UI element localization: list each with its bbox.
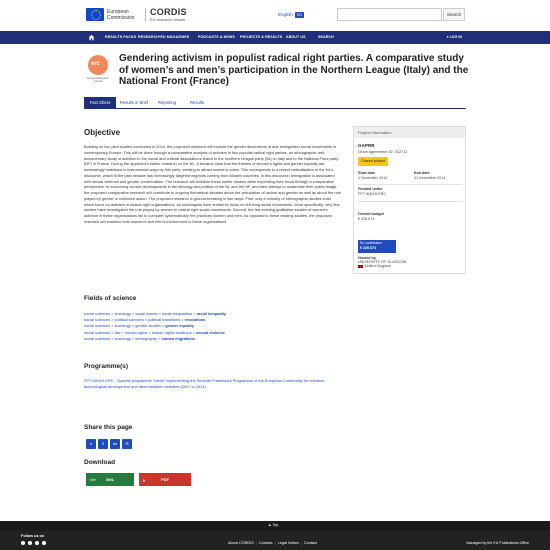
search-button[interactable]: Search [443, 8, 465, 21]
objective-text: Building on two pilot studies conducted in 2010, the proposed research will explore the gender dimensions of anti-immigration social movements in contemporary Europe. This will be done through a comparative analysis of activism in two populist radical right parties, an ethnographic and documentary study of activism in the social and cultural associations linked to the Northern League party (NL) in Italy and to the National Front party (NF) in France. During the applicant’s earlier research on the NL, it became clear that the themes of women’s rights and gender equality are increasingly mobilised in instrumental ways by this party, seeking to attract women’s votes. This corresponds to a recent radicalisation of the NL’s discourse, which in the past decade has increasingly targeted migrants coming from Muslim countries; in this discourse, immigration is associated with sexual violence and gender conservatism. The research will mobilise these earlier studies while expanding their focus through a comparative perspective. In examining current developments in the ideology and politics of the NL and the NF, and their attempt to modernise their public image, the proposed comparative research will contribute to ongoing theoretical debates about the articulation of racism and gender as well as about the role played by gender in collective action. The proposed research is ground-breaking in two ways. First, only a minority of ethnographic studies exist which focus on activism in radical right organisations, as sociologists have tended to focus on left-wing social movements. More specifically, very few studies have investigated the role played by women in radical right social movements. Second, the few existing qualitative studies of women’s activism in these organisations fail to compare systematically the practices women and men. As opposed to these existing studies, the proposed research will examine both women’s and men’s involvement in these organisations. [84, 144, 341, 224]
nav-results-packs[interactable]: RESULTS PACKS [105, 35, 137, 39]
eu-contribution-box [358, 240, 396, 253]
cordis-logo[interactable]: CORDIS [150, 7, 187, 17]
field-leaf: sexual violence [196, 329, 225, 335]
download-xml-button[interactable] [86, 473, 134, 486]
youtube-icon[interactable] [42, 541, 46, 545]
twitter-icon[interactable] [21, 541, 25, 545]
code-icon: </> [90, 477, 96, 482]
project-info-heading: Project Information [354, 127, 465, 138]
funded-under-value[interactable]: FP7-IDEAS-ERC [358, 192, 387, 196]
footer [0, 531, 550, 550]
eu-commission-label[interactable] [107, 9, 135, 21]
back-to-top-link[interactable]: ▲ Top [268, 523, 279, 527]
fields-heading: Fields of science [84, 295, 137, 302]
search-input[interactable] [337, 8, 442, 21]
twitter-icon[interactable]: t [86, 439, 96, 449]
overall-budget-label: Overall budget [358, 212, 384, 216]
footer-link-about[interactable]: About CORDIS [228, 541, 254, 545]
field-path: social sciences > political sciences > political transitions > [84, 317, 185, 323]
managed-by-label[interactable]: Managed by the EU Publications Office [466, 541, 529, 545]
status-badge: Closed project [358, 157, 388, 166]
language-selector[interactable] [278, 12, 304, 18]
pdf-icon: ⤓ [143, 477, 145, 482]
separator: | [299, 541, 303, 545]
facebook-icon[interactable] [28, 541, 32, 545]
field-path: social sciences > sociology > demography > [84, 335, 162, 341]
pdf-label: PDF [161, 477, 169, 482]
facebook-icon[interactable]: f [98, 439, 108, 449]
download-pdf-button[interactable] [139, 473, 191, 486]
divider [358, 184, 462, 185]
field-leaf: human migrations [161, 335, 196, 341]
follow-us-label: Follow us on [21, 534, 45, 538]
nav-podcasts-news[interactable]: PODCASTS & NEWS [198, 35, 235, 39]
nav-projects-results[interactable]: PROJECTS & RESULTS [240, 35, 283, 39]
home-icon[interactable] [88, 34, 95, 41]
list-item[interactable] [84, 336, 341, 342]
hosted-by-label: Hosted by [358, 256, 376, 260]
nav-about-us[interactable]: ABOUT US [286, 35, 306, 39]
programme-link[interactable]: FP7-IDEAS-ERC - Specific programme "Ideas" implementing the Seventh Framework Programme of the European Community for research, technological development and demonstration activities (2007 to 2013) [84, 378, 326, 389]
top-header [0, 0, 550, 31]
field-leaf: racial inequality [196, 311, 227, 316]
footer-link-legal[interactable]: Legal Notice [277, 541, 299, 545]
eu-name-line2: Commission [107, 15, 135, 21]
end-date-value: 31 December 2014 [414, 176, 446, 180]
field-path: social sciences > law > human rights > human rights violations > [84, 329, 197, 335]
field-leaf: gender equality [165, 323, 194, 329]
erc-caption: European Research Council [87, 77, 109, 83]
footer-link-contact[interactable]: Contact [303, 541, 317, 545]
tab-fact-sheet[interactable]: Fact Sheet [84, 97, 116, 109]
field-path: social sciences > sociology > gender studies > [84, 323, 166, 329]
eu-name-line1: European [107, 9, 129, 15]
language-code-badge: EN [297, 13, 302, 17]
main-nav [0, 31, 550, 44]
grant-id: Grant agreement ID: 312711 [358, 149, 408, 154]
project-info-panel [353, 126, 466, 274]
fields-list [84, 311, 341, 342]
erc-logo [88, 55, 108, 75]
programmes-heading: Programme(s) [84, 363, 129, 370]
separator: | [273, 541, 277, 545]
footer-top-bar [0, 521, 550, 531]
user-icon: ● [446, 35, 450, 39]
eu-contribution-value: € 228 674 [360, 245, 376, 250]
nav-search[interactable]: SEARCH [318, 35, 334, 39]
footer-links [228, 541, 317, 545]
project-tabs [84, 97, 466, 109]
cordis-subtitle: EU research results [150, 17, 186, 22]
erc-logo-text: erc [91, 61, 101, 67]
download-heading: Download [84, 459, 116, 466]
overall-budget-value: € 228 674 [358, 217, 375, 221]
xml-label: XML [105, 477, 115, 482]
eu-flag-icon[interactable] [86, 8, 104, 21]
brand-divider [145, 8, 146, 21]
project-title: Gendering activism in populist radical right parties. A comparative study of women’s and men’s participation in the Northern League (Italy) and the National Front (France) [119, 53, 469, 87]
divider [358, 201, 462, 202]
country-value: United Kingdom [365, 264, 392, 268]
login-link[interactable] [446, 31, 462, 44]
tab-reporting[interactable]: Reporting [157, 100, 177, 105]
project-acronym: GAPRR [358, 143, 375, 148]
uk-flag-icon [358, 265, 363, 268]
tab-results[interactable]: Results [190, 100, 204, 105]
email-icon[interactable]: ✉ [122, 439, 132, 449]
field-path: social sciences > sociology > social issues > social inequalities > [84, 311, 197, 316]
start-date-label: Start date [358, 171, 376, 175]
language-label: English [278, 12, 293, 17]
funded-under-label: Funded under [358, 187, 383, 191]
linkedin-icon[interactable]: in [110, 439, 120, 449]
instagram-icon[interactable] [35, 541, 39, 545]
field-leaf: revolutions [184, 317, 206, 323]
nav-research-eu-magazines[interactable]: RESEARCH*EU MAGAZINES [138, 35, 190, 39]
objective-heading: Objective [84, 128, 121, 137]
hosted-by-value: UNIVERSITY OF GLASGOW [358, 260, 407, 264]
share-heading: Share this page [84, 424, 133, 431]
footer-link-cookies[interactable]: Cookies [258, 541, 273, 545]
end-date-label: End date [414, 171, 430, 175]
separator: | [254, 541, 258, 545]
start-date-value: 1 November 2012 [358, 176, 388, 180]
tab-results-in-brief[interactable]: Results in Brief [119, 100, 149, 105]
eu-contribution-label: EU contribution [360, 241, 382, 245]
login-label: LOG IN [449, 35, 462, 39]
